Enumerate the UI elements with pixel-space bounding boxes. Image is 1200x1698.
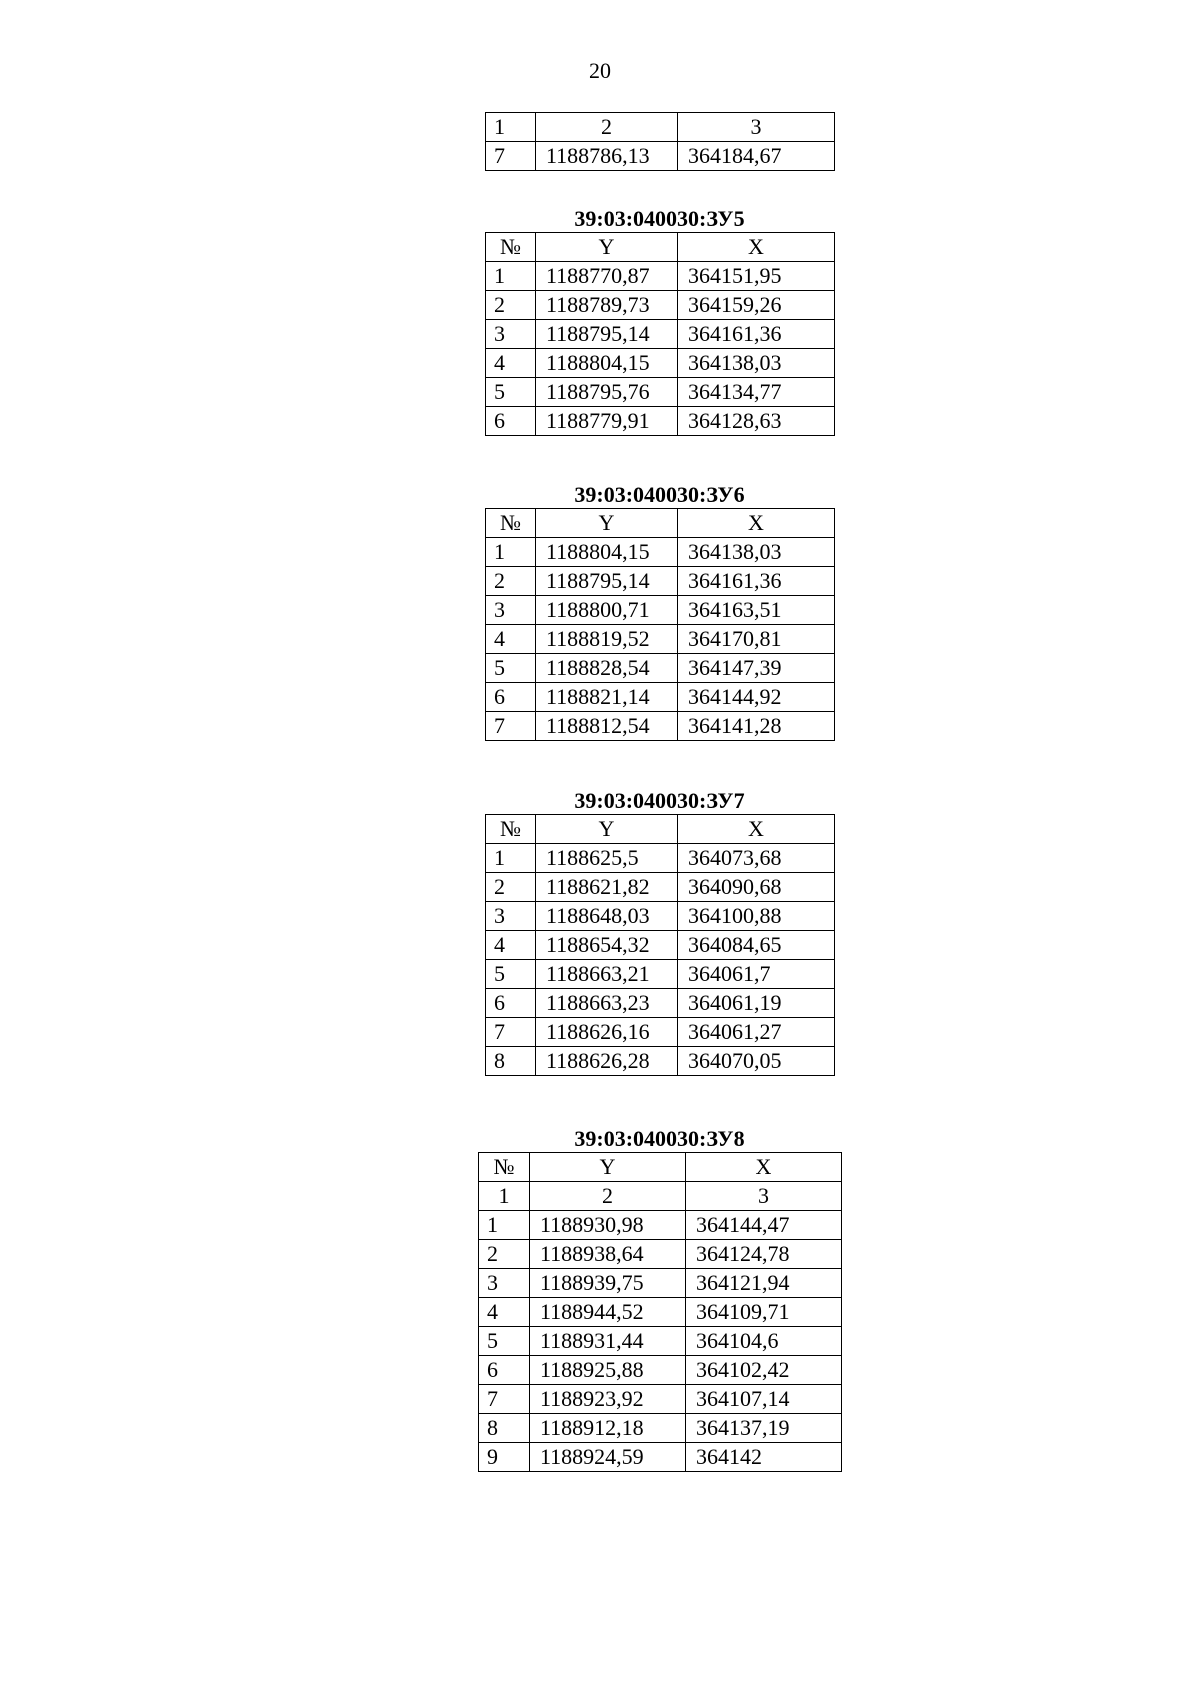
header-cell: № [486, 815, 536, 844]
header-cell: № [486, 233, 536, 262]
point-number: 2 [486, 873, 536, 902]
table-row [486, 378, 835, 407]
coord-y: 1188621,82 [536, 873, 678, 902]
zu7-table [485, 814, 835, 1076]
coord-x: 364100,88 [678, 902, 835, 931]
coord-y: 1188939,75 [530, 1269, 686, 1298]
coord-y: 1188800,71 [536, 596, 678, 625]
table-row [486, 567, 835, 596]
coord-x: 364138,03 [678, 538, 835, 567]
coord-x: 364128,63 [678, 407, 835, 436]
table-row [486, 1018, 835, 1047]
coord-x: 364124,78 [686, 1240, 842, 1269]
point-number: 7 [486, 142, 536, 171]
coord-y: 1188912,18 [530, 1414, 686, 1443]
point-number: 7 [479, 1385, 530, 1414]
coord-y: 1188648,03 [536, 902, 678, 931]
table-row [486, 625, 835, 654]
table-header-row [479, 1153, 842, 1182]
coord-y: 1188812,54 [536, 712, 678, 741]
table-row [479, 1240, 842, 1269]
point-number: 2 [486, 567, 536, 596]
header-cell: Y [530, 1153, 686, 1182]
point-number: 5 [479, 1327, 530, 1356]
coord-x: 364090,68 [678, 873, 835, 902]
coord-y: 1188795,76 [536, 378, 678, 407]
index-cell: 3 [686, 1182, 842, 1211]
point-number: 6 [486, 683, 536, 712]
point-number: 7 [486, 1018, 536, 1047]
coord-y: 1188770,87 [536, 262, 678, 291]
table-row [486, 683, 835, 712]
coord-x: 364184,67 [678, 142, 835, 171]
coord-x: 364061,19 [678, 989, 835, 1018]
table-row [479, 1269, 842, 1298]
zu6-block [485, 482, 835, 741]
zu5-title: 39:03:040030:ЗУ5 [574, 206, 745, 231]
point-number: 6 [479, 1356, 530, 1385]
header-cell: 3 [678, 113, 835, 142]
coord-x: 364138,03 [678, 349, 835, 378]
zu5-table [485, 232, 835, 436]
coord-y: 1188828,54 [536, 654, 678, 683]
coord-x: 364134,77 [678, 378, 835, 407]
zu8-title: 39:03:040030:ЗУ8 [574, 1126, 745, 1151]
header-cell: 1 [486, 113, 536, 142]
coord-y: 1188804,15 [536, 349, 678, 378]
coord-y: 1188925,88 [530, 1356, 686, 1385]
coord-y: 1188924,59 [530, 1443, 686, 1472]
table-row [479, 1385, 842, 1414]
point-number: 8 [486, 1047, 536, 1076]
coord-y: 1188625,5 [536, 844, 678, 873]
table-header-row [486, 509, 835, 538]
table-row [486, 262, 835, 291]
coord-y: 1188654,32 [536, 931, 678, 960]
header-cell: Y [536, 233, 678, 262]
table-row [486, 538, 835, 567]
point-number: 3 [486, 320, 536, 349]
point-number: 2 [479, 1240, 530, 1269]
coord-x: 364104,6 [686, 1327, 842, 1356]
point-number: 6 [486, 407, 536, 436]
table-row [486, 320, 835, 349]
coord-x: 364061,27 [678, 1018, 835, 1047]
table-header-row [486, 815, 835, 844]
coord-x: 364137,19 [686, 1414, 842, 1443]
index-cell: 2 [530, 1182, 686, 1211]
coord-y: 1188821,14 [536, 683, 678, 712]
zu8-block [478, 1126, 842, 1472]
header-cell: X [678, 233, 835, 262]
header-cell: Y [536, 509, 678, 538]
coord-x: 364144,92 [678, 683, 835, 712]
table-row [479, 1443, 842, 1472]
point-number: 7 [486, 712, 536, 741]
header-cell: № [479, 1153, 530, 1182]
coord-x: 364170,81 [678, 625, 835, 654]
table-row [479, 1211, 842, 1240]
zu5-block [485, 206, 835, 436]
coord-x: 364147,39 [678, 654, 835, 683]
coord-x: 364121,94 [686, 1269, 842, 1298]
point-number: 4 [486, 349, 536, 378]
table-row [486, 654, 835, 683]
table-row [486, 873, 835, 902]
zu6-title: 39:03:040030:ЗУ6 [574, 482, 745, 507]
point-number: 5 [486, 654, 536, 683]
zu8-table [478, 1152, 842, 1472]
coord-x: 364107,14 [686, 1385, 842, 1414]
table-row [479, 1414, 842, 1443]
table-row [479, 1327, 842, 1356]
coord-x: 364163,51 [678, 596, 835, 625]
header-cell: 2 [536, 113, 678, 142]
table-row [486, 596, 835, 625]
coord-y: 1188795,14 [536, 320, 678, 349]
point-number: 3 [479, 1269, 530, 1298]
point-number: 1 [479, 1211, 530, 1240]
point-number: 4 [479, 1298, 530, 1327]
point-number: 6 [486, 989, 536, 1018]
table-row [486, 844, 835, 873]
coord-x: 364102,42 [686, 1356, 842, 1385]
point-number: 1 [486, 538, 536, 567]
zu7-block [485, 788, 835, 1076]
coord-x: 364161,36 [678, 320, 835, 349]
coord-y: 1188923,92 [530, 1385, 686, 1414]
table-row [486, 989, 835, 1018]
table-row [486, 291, 835, 320]
coord-x: 364151,95 [678, 262, 835, 291]
table-row [479, 1356, 842, 1385]
header-cell: Y [536, 815, 678, 844]
header-cell: № [486, 509, 536, 538]
point-number: 1 [486, 262, 536, 291]
table-header-row [486, 113, 835, 142]
page-number: 20 [589, 58, 611, 83]
coord-x: 364073,68 [678, 844, 835, 873]
point-number: 4 [486, 931, 536, 960]
coord-x: 364144,47 [686, 1211, 842, 1240]
coord-y: 1188789,73 [536, 291, 678, 320]
point-number: 2 [486, 291, 536, 320]
coord-x: 364061,7 [678, 960, 835, 989]
coord-y: 1188626,28 [536, 1047, 678, 1076]
table-row [486, 407, 835, 436]
point-number: 1 [486, 844, 536, 873]
table-row [486, 142, 835, 171]
coord-x: 364141,28 [678, 712, 835, 741]
table-row [479, 1298, 842, 1327]
table-row [486, 902, 835, 931]
coord-y: 1188930,98 [530, 1211, 686, 1240]
continuation-table-block [485, 112, 835, 171]
coord-y: 1188663,23 [536, 989, 678, 1018]
coord-x: 364142 [686, 1443, 842, 1472]
table-index-row [479, 1182, 842, 1211]
table-row [486, 1047, 835, 1076]
coord-y: 1188626,16 [536, 1018, 678, 1047]
point-number: 5 [486, 960, 536, 989]
point-number: 5 [486, 378, 536, 407]
point-number: 3 [486, 596, 536, 625]
coord-y: 1188938,64 [530, 1240, 686, 1269]
index-cell: 1 [479, 1182, 530, 1211]
zu7-title: 39:03:040030:ЗУ7 [574, 788, 745, 813]
coord-y: 1188786,13 [536, 142, 678, 171]
table-row [486, 931, 835, 960]
point-number: 8 [479, 1414, 530, 1443]
point-number: 4 [486, 625, 536, 654]
coord-y: 1188819,52 [536, 625, 678, 654]
coord-y: 1188779,91 [536, 407, 678, 436]
header-cell: X [678, 509, 835, 538]
continuation-table [485, 112, 835, 171]
point-number: 9 [479, 1443, 530, 1472]
coord-y: 1188944,52 [530, 1298, 686, 1327]
zu6-table [485, 508, 835, 741]
coord-y: 1188931,44 [530, 1327, 686, 1356]
header-cell: X [686, 1153, 842, 1182]
table-row [486, 960, 835, 989]
header-cell: X [678, 815, 835, 844]
coord-x: 364070,05 [678, 1047, 835, 1076]
table-row [486, 712, 835, 741]
point-number: 3 [486, 902, 536, 931]
coord-x: 364159,26 [678, 291, 835, 320]
table-row [486, 349, 835, 378]
table-header-row [486, 233, 835, 262]
coord-y: 1188663,21 [536, 960, 678, 989]
coord-y: 1188804,15 [536, 538, 678, 567]
coord-y: 1188795,14 [536, 567, 678, 596]
coord-x: 364161,36 [678, 567, 835, 596]
coord-x: 364084,65 [678, 931, 835, 960]
coord-x: 364109,71 [686, 1298, 842, 1327]
